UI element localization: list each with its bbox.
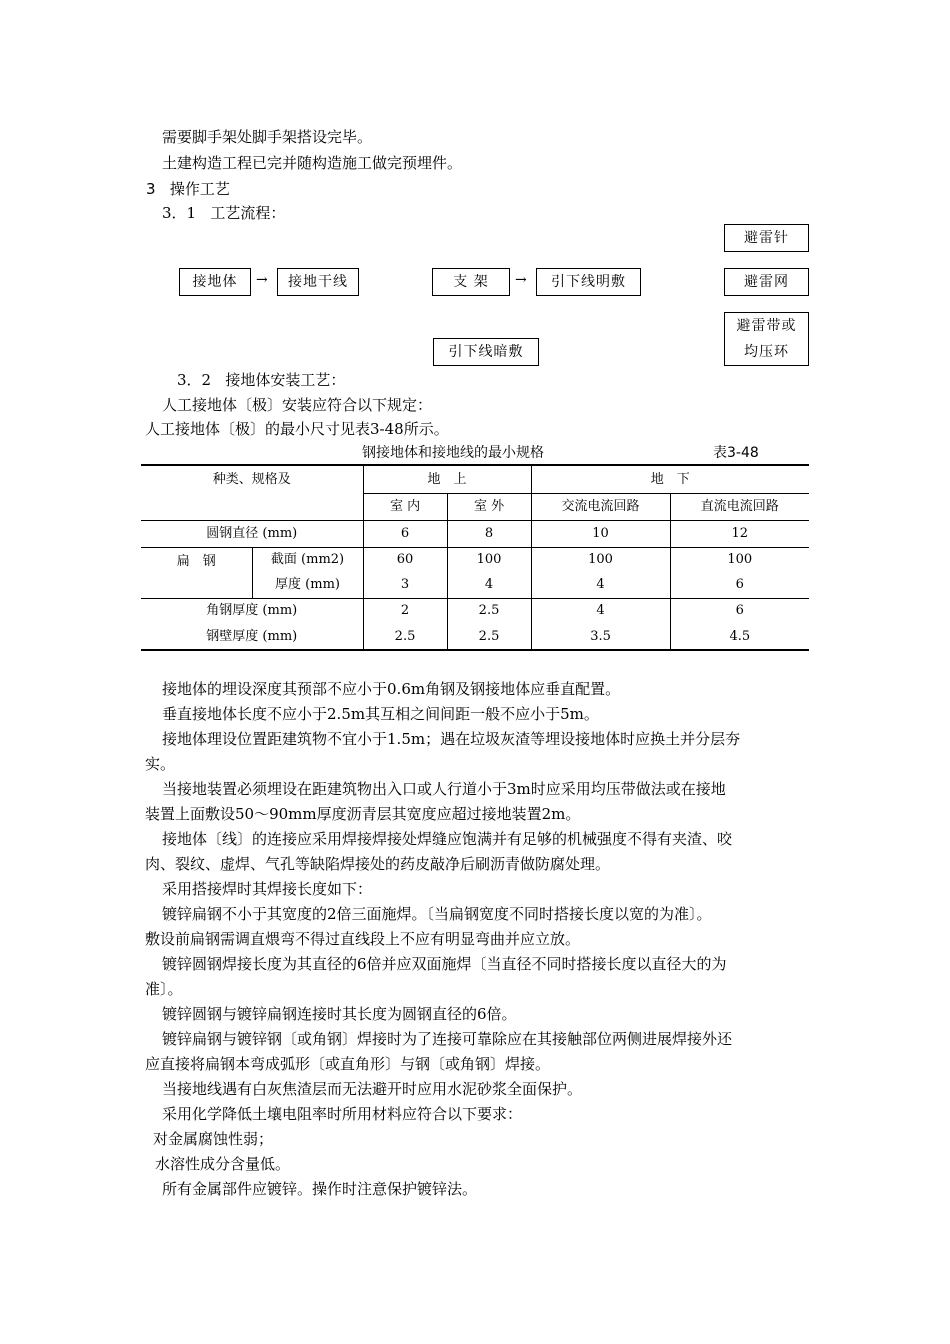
subsection-number: 3．2: [177, 371, 212, 389]
flow-arrow-icon: →: [515, 272, 527, 288]
text-line: 所有金属部件应镀锌。操作时注意保护镀锌法。: [162, 1180, 478, 1198]
table-cell: 4: [447, 572, 531, 598]
table-cell: 角钢厚度 (mm): [141, 598, 363, 623]
table-header-cell: 地 下: [531, 465, 809, 493]
text-line: 人工接地体〔极〕的最小尺寸见表3-48所示。: [145, 420, 449, 438]
text-line: 采用化学降低土壤电阻率时所用材料应符合以下要求：: [162, 1105, 523, 1123]
text-line: 镀锌扁钢与镀锌钢〔或角钢〕焊接时为了连接可靠除应在其接触部位两侧进展焊接外还: [162, 1030, 733, 1048]
table-cell: 圆钢直径 (mm): [141, 520, 363, 547]
subsection-number: 3．1: [162, 204, 197, 222]
text-line: 土建构造工程已完并随构造施工做完预埋件。: [162, 154, 463, 172]
table-cell: 100: [531, 547, 670, 572]
spec-table: [141, 464, 809, 651]
text-line: 准〕。: [145, 980, 183, 998]
section-number: 3: [146, 180, 156, 198]
table-cell: 6: [363, 520, 447, 547]
text-line: 应直接将扁钢本弯成弧形〔或直角形〕与钢〔或角钢〕焊接。: [145, 1055, 551, 1073]
text-line: 镀锌圆钢与镀锌扁钢连接时其长度为圆钢直径的6倍。: [162, 1005, 517, 1023]
text-line: 需要脚手架处脚手架搭设完毕。: [162, 128, 373, 146]
text-line: 接地体〔线〕的连接应采用焊接焊接处焊缝应饱满并有足够的机械强度不得有夹渣、咬: [162, 830, 733, 848]
table-row: [141, 520, 809, 547]
table-cell: 6: [735, 577, 744, 593]
section-title: 操作工艺: [169, 180, 230, 198]
flow-box-bracket: 支 架: [432, 268, 510, 296]
subsection-heading: [162, 203, 285, 223]
table-cell: 4.5: [670, 623, 809, 650]
flow-box-grounding-body: 接地体: [179, 268, 251, 296]
table-cell: 4: [531, 572, 670, 598]
table-header-cell: 室 外: [447, 493, 531, 520]
table-cell: 3.5: [531, 623, 670, 650]
table-header-cell: 室 内: [363, 493, 447, 520]
flow-arrow-icon: →: [256, 272, 268, 288]
table-cell: 4: [531, 598, 670, 623]
text-line: 接地体的埋设深度其预部不应小于0.6m角钢及钢接地体应垂直配置。: [162, 680, 621, 698]
text-line: 镀锌圆钢焊接长度为其直径的6倍并应双面施焊〔当直径不同时搭接长度以直径大的为: [162, 955, 727, 973]
flow-box-lightning-belt: [724, 312, 809, 366]
table-cell: 12: [670, 520, 809, 547]
text-line: 人工接地体〔极〕安装应符合以下规定：: [162, 396, 433, 414]
flow-box-lightning-rod: 避雷针: [724, 224, 809, 252]
table-cell: 3: [363, 572, 447, 598]
table-cell: 6: [670, 598, 809, 623]
table-row: [141, 547, 809, 572]
table-cell: 2.5: [447, 598, 531, 623]
flow-box-line: 避雷带或: [736, 318, 797, 334]
text-line: 装置上面敷设50～90mm厚度沥青层其宽度应超过接地装置2m。: [145, 805, 581, 823]
table-cell: 扁 钢: [141, 547, 252, 598]
text-line: 当接地装置必须埋设在距建筑物出入口或人行道小于3m时应采用均压带做法或在接地: [162, 780, 726, 798]
text-line: 接地体理设位置距建筑物不宜小于1.5m；遇在垃圾灰渣等埋设接地体时应换土并分层夯: [162, 730, 741, 748]
table-header-cell: 直流电流回路: [670, 493, 809, 520]
table-cell: 8: [447, 520, 531, 547]
text-line: 肉、裂纹、虚焊、气孔等缺陷焊接处的药皮敲净后刷沥青做防腐处理。: [145, 855, 611, 873]
text-line: 敷设前扁钢需调直煨弯不得过直线段上不应有明显弯曲并应立放。: [145, 930, 581, 948]
table-cell: 厚度 (mm): [252, 572, 363, 598]
table-title: 钢接地体和接地线的最小规格: [362, 445, 544, 461]
table-header-cell: 地 上: [363, 465, 531, 493]
table-cell: 10: [531, 520, 670, 547]
text-line: 水溶性成分含量低。: [155, 1155, 291, 1173]
flow-box-exposed-downlead: 引下线明敷: [536, 268, 641, 296]
subsection-heading: [177, 370, 345, 390]
table-cell: 截面 (mm2): [252, 547, 363, 572]
text-line: 镀锌扁钢不小于其宽度的2倍三面施焊。〔当扁钢宽度不同时搭接长度以宽的为准〕。: [162, 905, 712, 923]
table-header-cell: 交流电流回路: [531, 493, 670, 520]
text-line: 当接地线遇有白灰焦渣层而无法避开时应用水泥砂浆全面保护。: [162, 1080, 583, 1098]
text-line: 对金属腐蚀性弱；: [153, 1130, 274, 1148]
table-number: 表3-48: [713, 445, 759, 461]
text-line: 采用搭接焊时其焊接长度如下：: [162, 880, 373, 898]
section-heading: [146, 179, 230, 199]
table-header-cell: 种类、规格及: [141, 465, 363, 520]
table-cell: 2.5: [363, 623, 447, 650]
flow-box-lightning-net: 避雷网: [724, 268, 809, 296]
flow-box-line: 均压环: [744, 344, 789, 360]
table-cell: 100: [447, 547, 531, 572]
flow-box-concealed-downlead: 引下线暗敷: [433, 338, 539, 366]
flow-box-grounding-trunk: 接地干线: [277, 268, 359, 296]
subsection-title: 工艺流程：: [210, 204, 286, 222]
table-row: [141, 598, 809, 623]
table-row: [141, 623, 809, 650]
table-cell: 钢壁厚度 (mm): [141, 623, 363, 650]
text-line: 垂直接地体长度不应小于2.5m其互相之间间距一般不应小于5m。: [162, 705, 599, 723]
table-cell: 2.5: [447, 623, 531, 650]
table-cell: 60: [363, 547, 447, 572]
subsection-title: 接地体安装工艺：: [225, 371, 346, 389]
table-cell: 2: [363, 598, 447, 623]
table-cell: 100: [670, 547, 809, 572]
text-line: 实。: [145, 755, 176, 773]
